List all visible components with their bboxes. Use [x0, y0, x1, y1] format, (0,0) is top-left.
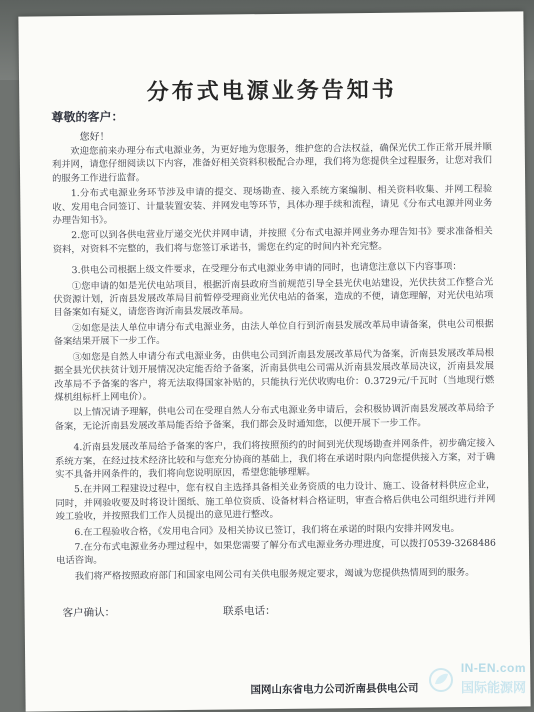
paragraph-1: 1.分布式电源业务环节涉及申请的提交、现场勘查、接入系统方案编制、相关资料收集、并网工程验收、发用电合同签订、计量装置安装、并网发电等环节，具体办理手续和流程，请见《分布式电源并网业务办理告知书》。: [52, 183, 493, 227]
item-3: ③如您是自然人申请分布式电源业务，由供电公司到沂南县发展改革局代为备案，沂南县发展改革局根据全县光伏扶贫计划开展情况决定能否给予备案，沂南县供电公司需从沂南县发展改革局决议，沂南县发展改革局不予备案的客户，将无法取得国家补贴的，只能执行光伏收购电价：0.3729元/千瓦时（当地现行燃煤机组标杆上网电价）。: [54, 347, 495, 404]
watermark-url: IN-EN.com: [460, 661, 526, 675]
contact-phone-label: 联系电话：: [223, 605, 276, 618]
item-1: ①您申请的如是光伏电站项目，根据沂南县政府当前规范引导全县光伏电站建设，光伏扶贫工作整合光伏资源计划，沂南县发展改革局目前暂停受理商业光伏电站的备案，造成的不便，请您理解，对光伏电站项目备案如有疑义，请您咨询沂南县发展改革局。: [53, 276, 494, 319]
paragraph-2: 2.您可以到各供电营业厅递交光伏并网申请，并按照《分布式电源并网业务办理告知书》要求准备相关资料，对资料不完整的，我们将与您签订承诺书，需您在约定的时间内补充完整。: [52, 226, 493, 256]
notice-paper: [18, 11, 530, 711]
paragraph-note: 以上情况请予理解，供电公司在受理自然人分布式电源业务申请后，会积极协调沂南县发展改革局给予备案，无论沂南县发展改革局能否给予备案，我们都会及时通知您，以便开展下一步工作。: [54, 403, 495, 433]
leaf-icon: [428, 667, 454, 693]
paragraph-7: 7.在分布式电源业务办理过程中，如果您需要了解分布式电源业务办理进度，可以拨打0539-3268486电话咨询。: [56, 537, 496, 567]
closing-paragraph: 我们将严格按照政府部门和国家电网公司有关供电服务规定要求，竭诚为您提供热情周到的服务。: [74, 566, 475, 582]
paragraph-6: 6.在工程验收合格，《发用电合同》及相关协议已签订，我们将在承诺的时限内安排并网发电。: [74, 522, 460, 538]
document-body: [51, 70, 497, 621]
greeting: 您好！: [79, 131, 110, 144]
issuer-name: 国网山东省电力公司沂南县供电公司: [250, 682, 419, 697]
item-2: ②如您是法人单位申请分布式电源业务，由法人单位自行到沂南县发展改革局申请备案，供电公司根据备案结果开展下一步工作。: [53, 318, 494, 348]
intro-paragraph: 欢迎您前来办理分布式电源业务，为更好地为您服务，维护您的合法权益，确保光伏工作正常开展并顺利并网，请您仔细阅读以下内容，准备好相关资料积极配合办理，我们将为您提供全过程服务，让您对我们的服务工作进行监督。: [51, 141, 492, 185]
paragraph-3: 3.供电公司根据上级文件要求，在受理分布式电源业务申请的同时，也请您注意以下内容事项：: [71, 261, 462, 277]
watermark-name: 国际能源网: [460, 681, 526, 696]
paragraph-4: 4.沂南县发展改革局给予备案的客户，我们将按照预约的时间到光伏现场勘查并网条件，初步确定接入系统方案，在经过技术经济比较和与您充分协商的基础上，我们将在承诺时限内向您提供接入方案，对于确实不具备并网条件的，我们将向您说明原因，希望您能够理解。: [54, 437, 496, 481]
paragraph-5: 5.在并网工程建设过程中，您有权自主选择具备相关业务资质的电力设计、施工、设备材料供应企业，同时，并网验收要及时将设计图纸、施工单位资质、设备材料合格证明，审查合格后供电公司组织进行并网竣工验收，并按照我们工作人员提出的意见进行整改。: [55, 480, 496, 523]
document-title: 分布式电源业务告知书: [146, 76, 397, 106]
salutation: 尊敬的客户：: [51, 109, 124, 125]
signature-row: [57, 601, 497, 621]
customer-confirm-label: 客户确认：: [62, 606, 116, 620]
watermark-logo: [428, 661, 526, 701]
